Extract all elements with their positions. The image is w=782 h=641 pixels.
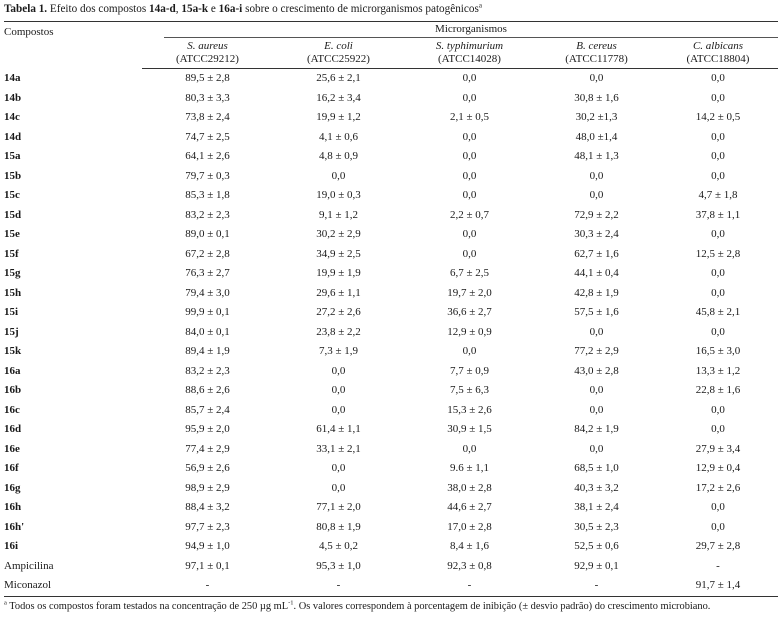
value-cell: 45,8 ± 2,1 — [695, 306, 741, 318]
value-cell: 0,0 — [462, 169, 477, 182]
value-cell: 0,0 — [711, 501, 725, 513]
value-cell: 80,8 ± 1,9 — [316, 520, 361, 533]
value-cell: 0,0 — [331, 364, 346, 377]
caption-compound-range: 14a-d — [149, 3, 176, 15]
organism-header — [142, 38, 273, 69]
value-cell: 44,6 ± 2,7 — [447, 501, 492, 513]
table-row — [4, 206, 778, 226]
value-cell: 0,0 — [711, 130, 725, 143]
organism-name: E. coli — [324, 40, 353, 52]
table-row — [4, 576, 778, 596]
caption-text: e — [208, 3, 219, 15]
compound-cell: 15g — [4, 267, 21, 279]
value-cell: 30,3 ± 2,4 — [574, 228, 619, 240]
value-cell: 30,8 ± 1,6 — [574, 91, 619, 104]
value-cell: 0,0 — [462, 189, 477, 201]
table-row — [4, 303, 778, 323]
value-cell: 99,9 ± 0,1 — [185, 306, 230, 318]
value-cell: 16,5 ± 3,0 — [695, 345, 741, 357]
caption-compound-range: 15a-k — [181, 3, 209, 15]
footnote-exponent: -1 — [288, 599, 294, 607]
value-cell: 0,0 — [589, 325, 604, 338]
value-cell: 0,0 — [711, 286, 725, 299]
value-cell: - — [142, 576, 273, 596]
organism-name: S. aureus — [187, 40, 228, 52]
value-cell: 8,4 ± 1,6 — [449, 540, 490, 552]
table-row — [4, 69, 778, 89]
compound-cell: 14a — [4, 71, 21, 84]
value-cell: 44,1 ± 0,4 — [574, 267, 619, 279]
microorganisms-group-label: Microrganismos — [164, 22, 778, 38]
value-cell: 0,0 — [711, 520, 725, 533]
value-cell: 4,7 ± 1,8 — [698, 189, 738, 201]
table-row — [4, 245, 778, 265]
table-row — [4, 479, 778, 499]
value-cell: 77,2 ± 2,9 — [574, 345, 619, 357]
value-cell: 48,0 ±1,4 — [575, 130, 618, 143]
compound-cell: 15j — [4, 325, 19, 338]
value-cell: 91,7 ± 1,4 — [658, 576, 778, 596]
value-cell: 94,9 ± 1,0 — [185, 540, 230, 552]
value-cell: 7,5 ± 6,3 — [449, 384, 490, 396]
value-cell: 88,4 ± 3,2 — [185, 501, 230, 513]
value-cell: 0,0 — [331, 169, 346, 182]
value-cell: 61,4 ± 1,1 — [316, 423, 361, 435]
value-cell: 0,0 — [711, 325, 725, 338]
value-cell: 0,0 — [589, 442, 604, 455]
value-cell: 4,5 ± 0,2 — [318, 540, 359, 552]
value-cell: 0,0 — [711, 72, 725, 84]
compound-cell: 15e — [4, 228, 20, 240]
table-row — [4, 323, 778, 343]
value-cell: 0,0 — [462, 130, 477, 143]
table-row — [4, 557, 778, 577]
value-cell: 27,9 ± 3,4 — [695, 442, 741, 455]
organism-atcc: (ATCC29212) — [176, 53, 239, 65]
value-cell: 83,2 ± 2,3 — [185, 364, 230, 377]
value-cell: 17,0 ± 2,8 — [447, 520, 492, 533]
value-cell: 52,5 ± 0,6 — [574, 540, 619, 552]
value-cell: 12,9 ± 0,9 — [447, 325, 492, 338]
value-cell: 43,0 ± 2,8 — [574, 364, 619, 377]
compound-cell: 15h — [4, 286, 22, 299]
table-row — [4, 284, 778, 304]
value-cell: 73,8 ± 2,4 — [185, 111, 230, 123]
table-row — [4, 420, 778, 440]
compound-cell: 15i — [4, 306, 19, 318]
value-cell: 56,9 ± 2,6 — [185, 462, 230, 474]
value-cell: 30,2 ±1,3 — [575, 111, 618, 123]
table-row — [4, 186, 778, 206]
table-row — [4, 225, 778, 245]
compound-cell: 14c — [4, 111, 20, 123]
value-cell: 85,7 ± 2,4 — [185, 403, 230, 416]
value-cell: 0,0 — [589, 72, 604, 84]
footnote-mark: a — [4, 599, 7, 607]
value-cell: 23,8 ± 2,2 — [316, 325, 361, 338]
compound-cell: 16e — [4, 442, 20, 455]
value-cell: 92,9 ± 0,1 — [574, 559, 619, 572]
value-cell: 68,5 ± 1,0 — [574, 462, 619, 474]
table-row — [4, 264, 778, 284]
value-cell: 14,2 ± 0,5 — [695, 111, 741, 123]
caption-text: , — [175, 3, 182, 15]
value-cell: 62,7 ± 1,6 — [574, 247, 619, 260]
value-cell: 17,2 ± 2,6 — [695, 481, 741, 494]
value-cell: 88,6 ± 2,6 — [185, 384, 230, 396]
value-cell: 38,1 ± 2,4 — [574, 501, 619, 513]
table-row — [4, 128, 778, 148]
caption-text: sobre o crescimento de microrganismos patogênicos — [242, 3, 479, 15]
value-cell: 42,8 ± 1,9 — [574, 286, 619, 299]
value-cell: 0,0 — [711, 228, 725, 240]
value-cell: 16,2 ± 3,4 — [316, 91, 361, 104]
value-cell: 89,5 ± 2,8 — [185, 72, 230, 84]
value-cell: 19,9 ± 1,2 — [316, 111, 361, 123]
organism-atcc: (ATCC18804) — [686, 53, 750, 65]
compound-cell: 15d — [4, 208, 22, 221]
value-cell: 0,0 — [331, 481, 346, 494]
footnote-text: Todos os compostos foram testados na concentração de 250 µg mL — [6, 600, 289, 612]
value-cell: - — [273, 576, 404, 596]
results-table — [4, 21, 778, 597]
value-cell: 25,6 ± 2,1 — [316, 72, 361, 84]
compound-cell: 16b — [4, 384, 22, 396]
footnote-text: . Os valores correspondem à porcentagem de inibição (± desvio padrão) do crescimento microbiano. — [293, 600, 711, 612]
compound-cell: 15a — [4, 150, 21, 162]
organism-header — [273, 38, 404, 69]
compound-cell: 16g — [4, 481, 21, 494]
value-cell: 0,0 — [462, 91, 477, 104]
compound-cell: 14b — [4, 91, 22, 104]
value-cell: 74,7 ± 2,5 — [185, 130, 230, 143]
compound-cell: 15f — [4, 247, 19, 260]
value-cell: 98,9 ± 2,9 — [185, 481, 230, 494]
value-cell: 9,1 ± 1,2 — [318, 208, 359, 221]
value-cell: 85,3 ± 1,8 — [185, 189, 230, 201]
value-cell: 2,1 ± 0,5 — [449, 111, 490, 123]
value-cell: 95,3 ± 1,0 — [316, 559, 361, 572]
value-cell: 2,2 ± 0,7 — [449, 208, 490, 221]
value-cell: 30,2 ± 2,9 — [316, 228, 361, 240]
compound-cell: 16h — [4, 501, 22, 513]
value-cell: 0,0 — [711, 91, 725, 104]
value-cell: 0,0 — [331, 384, 346, 396]
table-row — [4, 362, 778, 382]
value-cell: 19,7 ± 2,0 — [447, 286, 492, 299]
value-cell: 89,4 ± 1,9 — [185, 345, 230, 357]
table-row — [4, 89, 778, 109]
compounds-header: Compostos — [4, 22, 142, 69]
value-cell: 67,2 ± 2,8 — [185, 247, 230, 260]
value-cell: 64,1 ± 2,6 — [185, 150, 230, 162]
value-cell: 40,3 ± 3,2 — [574, 481, 619, 494]
value-cell: 83,2 ± 2,3 — [185, 208, 230, 221]
organism-header — [658, 38, 778, 69]
organism-name: C. albicans — [692, 40, 744, 52]
organism-atcc: (ATCC11778) — [565, 53, 628, 65]
value-cell: 0,0 — [462, 72, 477, 84]
value-cell: 84,0 ± 0,1 — [185, 325, 230, 338]
value-cell: 7,7 ± 0,9 — [449, 364, 490, 377]
organism-name: S. typhimurium — [435, 40, 504, 52]
table-row — [4, 498, 778, 518]
value-cell: 77,1 ± 2,0 — [316, 501, 361, 513]
value-cell: 34,9 ± 2,5 — [316, 247, 361, 260]
compound-cell: 15c — [4, 189, 20, 201]
compound-cell: Miconazol — [4, 576, 142, 596]
compound-cell: Ampicilina — [4, 559, 54, 572]
compound-cell: 16i — [4, 540, 19, 552]
value-cell: 0,0 — [589, 189, 604, 201]
value-cell: 72,9 ± 2,2 — [574, 208, 619, 221]
table-row — [4, 537, 778, 557]
value-cell: 0,0 — [462, 228, 477, 240]
table-row — [4, 342, 778, 362]
value-cell: 9.6 ± 1,1 — [449, 462, 490, 474]
table-row — [4, 518, 778, 538]
table-row — [4, 147, 778, 167]
value-cell: 4,8 ± 0,9 — [318, 150, 359, 162]
table-row — [4, 108, 778, 128]
value-cell: 29,6 ± 1,1 — [316, 286, 361, 299]
compound-cell: 16a — [4, 364, 21, 377]
compound-cell: 14d — [4, 130, 22, 143]
table-row — [4, 440, 778, 460]
value-cell: 38,0 ± 2,8 — [447, 481, 492, 494]
value-cell: 29,7 ± 2,8 — [695, 540, 741, 552]
value-cell: 0,0 — [462, 442, 477, 455]
value-cell: 27,2 ± 2,6 — [316, 306, 361, 318]
table-row — [4, 459, 778, 479]
value-cell: 79,7 ± 0,3 — [185, 169, 230, 182]
value-cell: 77,4 ± 2,9 — [185, 442, 230, 455]
value-cell: 97,1 ± 0,1 — [185, 559, 230, 572]
value-cell: 36,6 ± 2,7 — [447, 306, 492, 318]
value-cell: 0,0 — [589, 403, 604, 416]
value-cell: 6,7 ± 2,5 — [449, 267, 490, 279]
value-cell: 30,9 ± 1,5 — [447, 423, 492, 435]
value-cell: 15,3 ± 2,6 — [447, 403, 492, 416]
table-row — [4, 167, 778, 187]
table-row — [4, 381, 778, 401]
table-row — [4, 401, 778, 421]
value-cell: 97,7 ± 2,3 — [185, 520, 230, 533]
value-cell: 12,5 ± 2,8 — [695, 247, 741, 260]
value-cell: 0,0 — [462, 345, 477, 357]
organism-atcc: (ATCC25922) — [307, 53, 370, 65]
compound-cell: 15k — [4, 345, 22, 357]
organism-name: B. cereus — [576, 40, 617, 52]
value-cell: 76,3 ± 2,7 — [185, 267, 230, 279]
compound-cell: 16d — [4, 423, 22, 435]
caption-text: Efeito dos compostos — [47, 3, 150, 15]
value-cell: 0,0 — [331, 403, 346, 416]
caption-compound-range: 16a-i — [218, 3, 243, 15]
organism-atcc: (ATCC14028) — [438, 53, 501, 65]
value-cell: 89,0 ± 0,1 — [185, 228, 230, 240]
value-cell: 0,0 — [711, 267, 725, 279]
value-cell: 19,0 ± 0,3 — [316, 189, 361, 201]
value-cell: 92,3 ± 0,8 — [447, 559, 492, 572]
value-cell: 0,0 — [711, 169, 725, 182]
value-cell: 95,9 ± 2,0 — [185, 423, 230, 435]
value-cell: 57,5 ± 1,6 — [574, 306, 619, 318]
value-cell: 7,3 ± 1,9 — [318, 345, 359, 357]
value-cell: 48,1 ± 1,3 — [574, 150, 619, 162]
value-cell: 37,8 ± 1,1 — [695, 208, 741, 221]
compound-cell: 16f — [4, 462, 19, 474]
value-cell: 80,3 ± 3,3 — [185, 91, 230, 104]
caption-footnote-mark: a — [478, 1, 482, 10]
compound-cell: 16h' — [4, 520, 25, 533]
table-caption — [4, 2, 778, 17]
organism-header — [535, 38, 658, 69]
value-cell: 0,0 — [711, 150, 725, 162]
value-cell: 0,0 — [589, 169, 604, 182]
value-cell: 12,9 ± 0,4 — [695, 462, 741, 474]
compound-cell: 16c — [4, 403, 20, 416]
value-cell: 0,0 — [711, 403, 725, 416]
value-cell: 30,5 ± 2,3 — [574, 520, 619, 533]
value-cell: 0,0 — [462, 150, 477, 162]
microorganisms-group-header — [142, 22, 778, 39]
value-cell: 79,4 ± 3,0 — [185, 286, 230, 299]
value-cell: 4,1 ± 0,6 — [318, 130, 359, 143]
value-cell: 22,8 ± 1,6 — [695, 384, 741, 396]
value-cell: 0,0 — [331, 462, 346, 474]
value-cell: 84,2 ± 1,9 — [574, 423, 619, 435]
value-cell: - — [535, 576, 658, 596]
table-figure — [4, 0, 778, 613]
caption-label: Tabela 1. — [4, 3, 48, 15]
table-footnote — [4, 600, 778, 613]
value-cell: 19,9 ± 1,9 — [316, 267, 361, 279]
compound-cell: 15b — [4, 169, 22, 182]
value-cell: - — [716, 559, 720, 572]
value-cell: 0,0 — [462, 247, 477, 260]
value-cell: - — [404, 576, 535, 596]
value-cell: 0,0 — [711, 423, 725, 435]
value-cell: 33,1 ± 2,1 — [316, 442, 361, 455]
value-cell: 0,0 — [589, 384, 604, 396]
value-cell: 13,3 ± 1,2 — [695, 364, 741, 377]
organism-header — [404, 38, 535, 69]
